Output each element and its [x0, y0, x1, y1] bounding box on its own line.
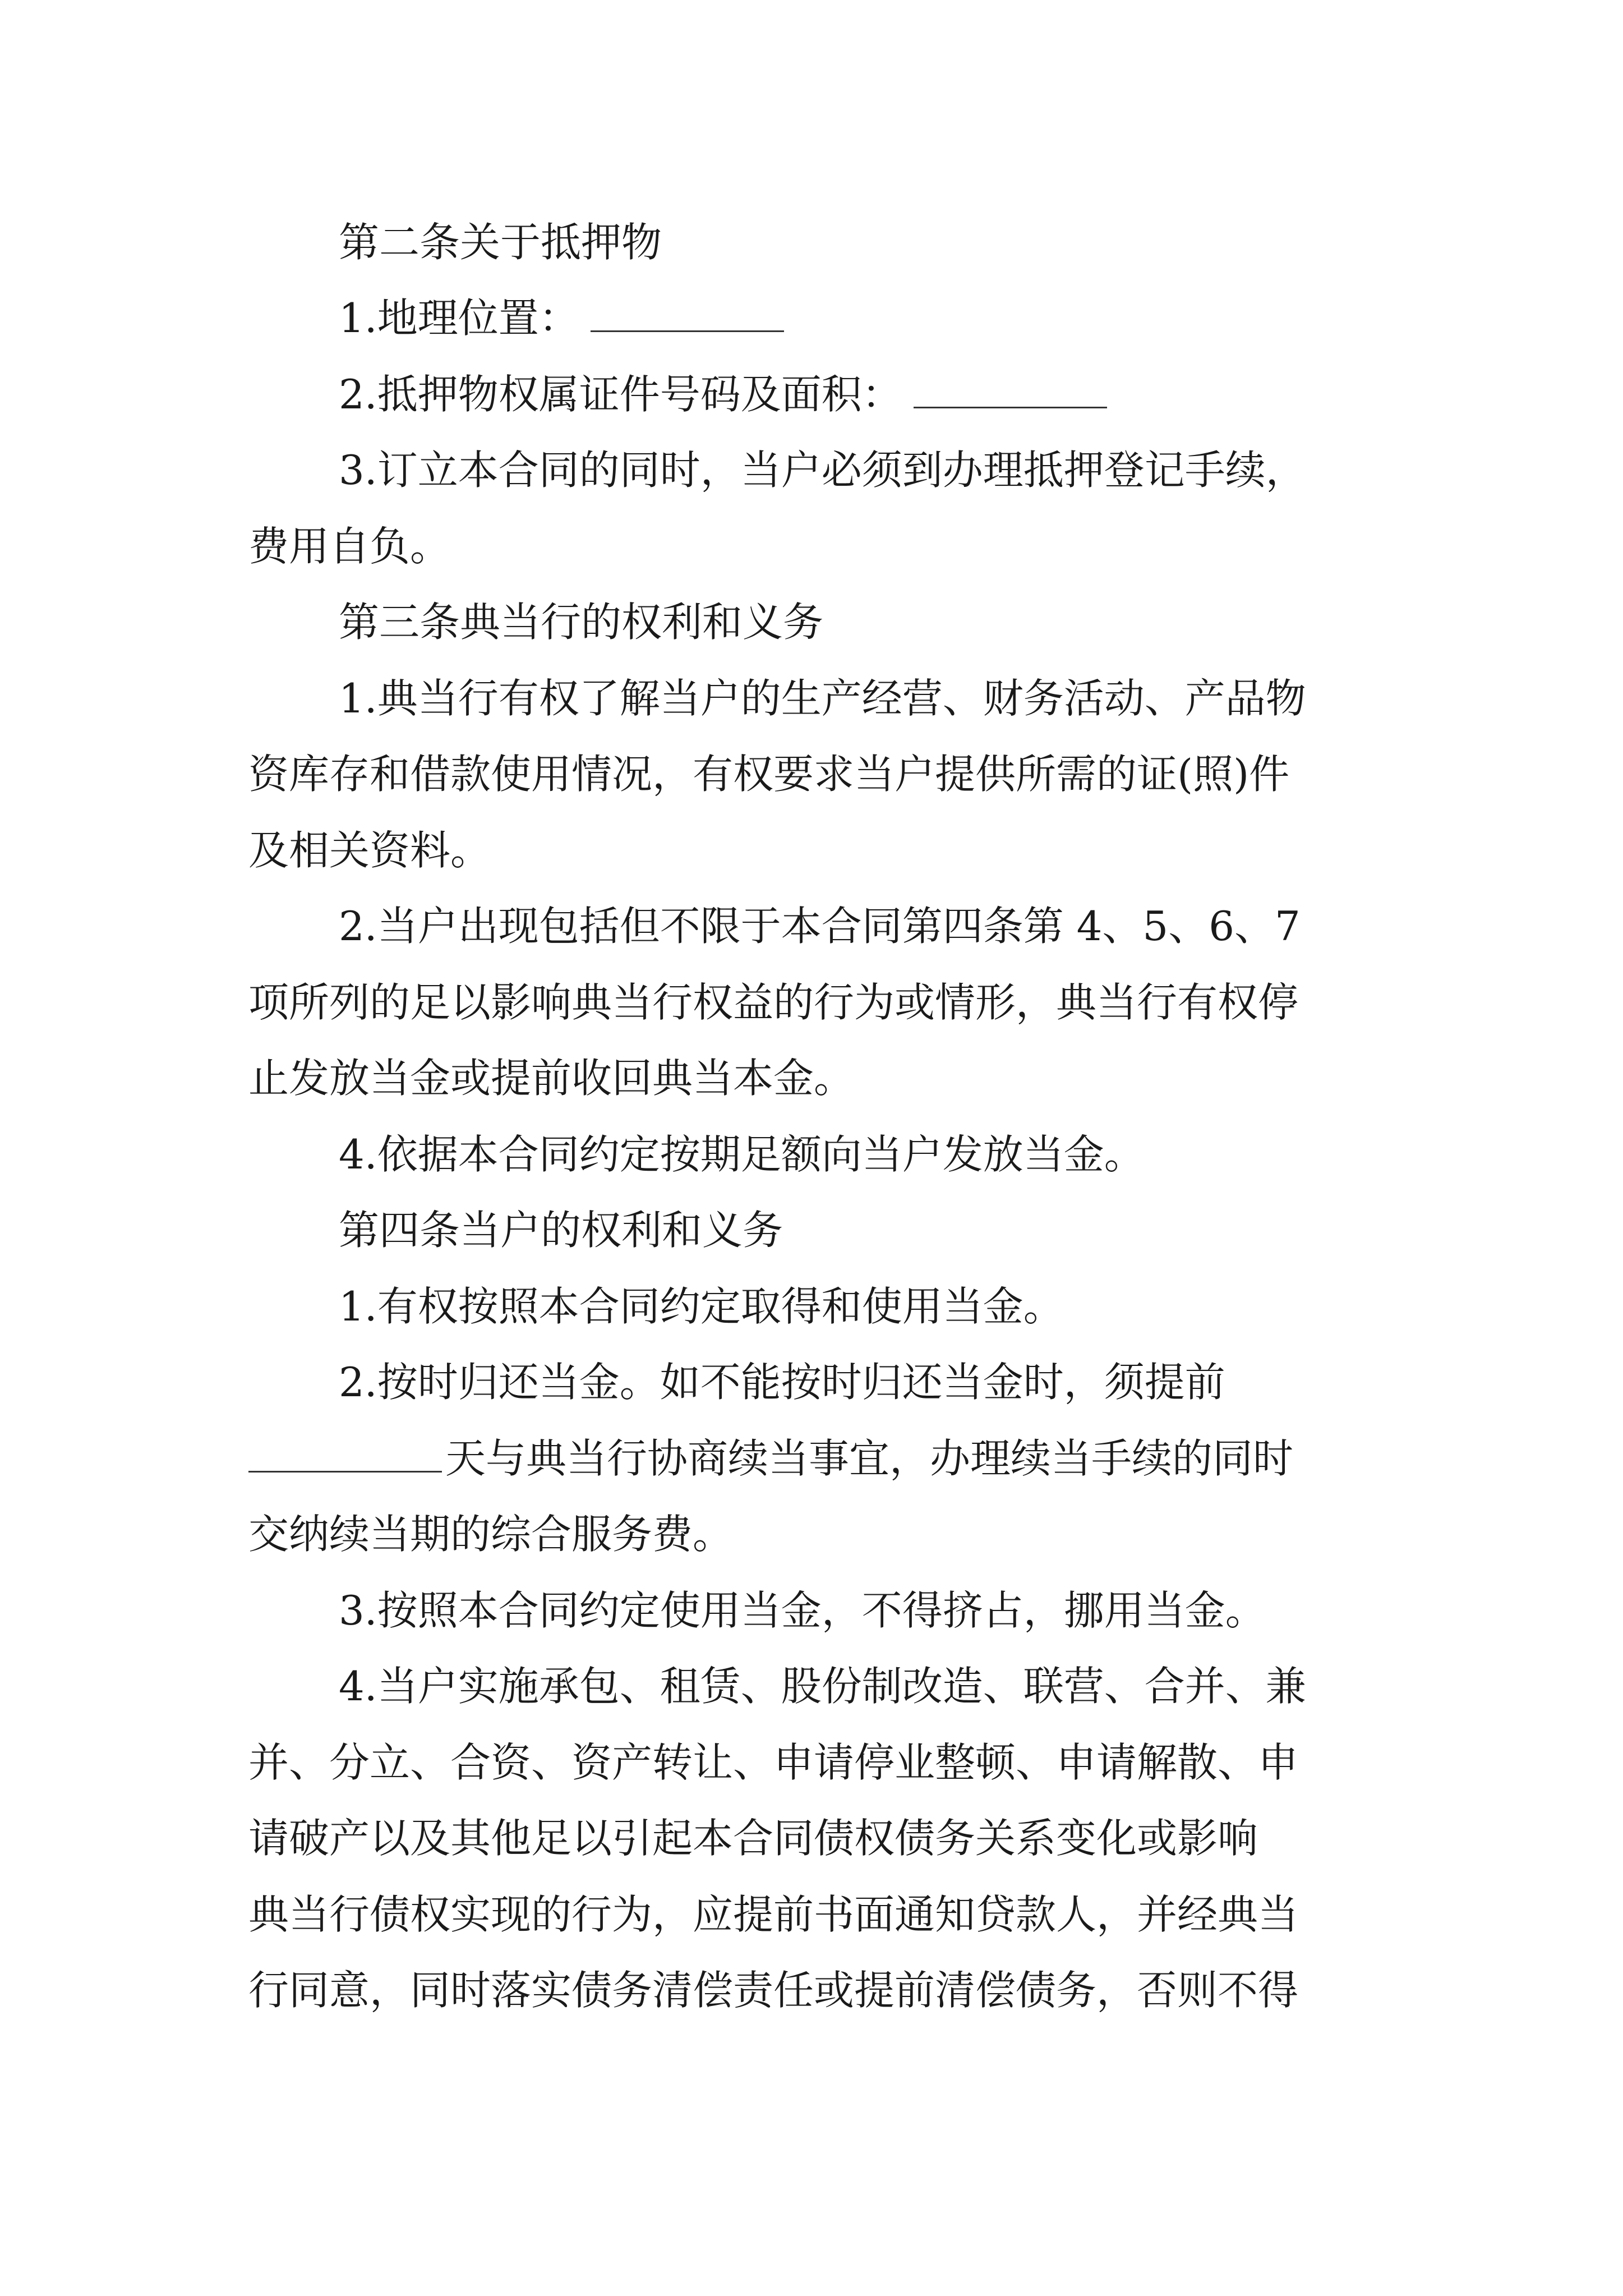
paragraph-line: 2.按时归还当金。如不能按时归还当金时，须提前 [339, 1359, 1225, 1406]
paragraph-line: 4.依据本合同约定按期足额向当户发放当金。 [339, 1131, 1145, 1178]
paragraph-line: 典当行债权实现的行为，应提前书面通知贷款人，并经典当 [248, 1891, 1299, 1938]
paragraph-line: 3.订立本合同的同时，当户必须到办理抵押登记手续， [339, 447, 1306, 494]
section-heading-2: 第二条关于抵押物 [339, 219, 662, 266]
section-heading-4: 第四条当户的权利和义务 [339, 1207, 783, 1254]
paragraph-line: 行同意，同时落实债务清偿责任或提前清偿债务，否则不得 [248, 1967, 1299, 2014]
paragraph-line: 4.当户实施承包、租赁、股份制改造、联营、合并、兼 [339, 1663, 1306, 1710]
paragraph-line: 费用自负。 [248, 523, 451, 570]
fill-in-blank[interactable] [914, 367, 1107, 408]
paragraph-line: 及相关资料。 [248, 827, 491, 874]
paragraph-line: 交纳续当期的综合服务费。 [248, 1511, 734, 1558]
paragraph-line: 资库存和借款使用情况，有权要求当户提供所需的证(照)件 [248, 751, 1290, 798]
paragraph-line: 1.有权按照本合同约定取得和使用当金。 [339, 1283, 1064, 1330]
fill-in-blank[interactable] [591, 291, 784, 332]
paragraph-line: 止发放当金或提前收回典当本金。 [248, 1055, 855, 1102]
clause-text: 2.抵押物权属证件号码及面积： [339, 371, 902, 418]
paragraph-line [339, 284, 784, 352]
clause-text: 1.地理位置： [339, 295, 579, 342]
paragraph-line [248, 1425, 1293, 1492]
paragraph-line: 项所列的足以影响典当行权益的行为或情形，典当行有权停 [248, 979, 1299, 1026]
paragraph-line: 请破产以及其他足以引起本合同债权债务关系变化或影响 [248, 1815, 1258, 1862]
paragraph-line: 3.按照本合同约定使用当金，不得挤占，挪用当金。 [339, 1587, 1266, 1634]
fill-in-blank[interactable] [248, 1432, 442, 1473]
clause-text: 天与典当行协商续当事宜，办理续当手续的同时 [445, 1435, 1294, 1482]
section-heading-3: 第三条典当行的权利和义务 [339, 599, 824, 646]
paragraph-line: 并、分立、合资、资产转让、申请停业整顿、申请解散、申 [248, 1739, 1299, 1786]
paragraph-line: 1.典当行有权了解当户的生产经营、财务活动、产品物 [339, 675, 1306, 722]
paragraph-line [339, 361, 1107, 428]
paragraph-line: 2.当户出现包括但不限于本合同第四条第 4、5、6、7 [339, 903, 1301, 950]
